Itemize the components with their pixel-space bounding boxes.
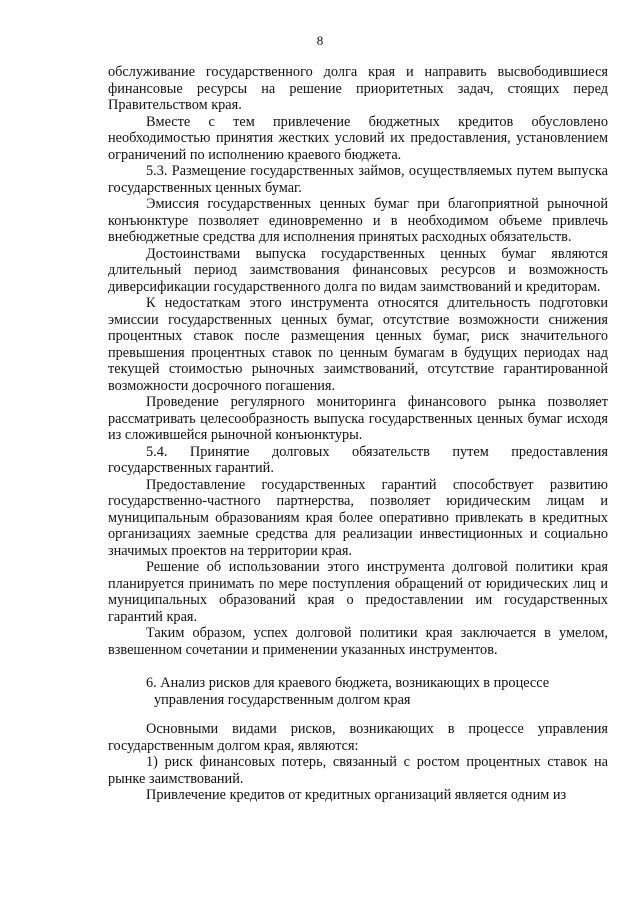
section-heading-line1: 6. Анализ рисков для краевого бюджета, возникающих в процессе xyxy=(146,675,550,691)
subsection-5-4: 5.4. Принятие долговых обязательств путем предоставления государственных гарантий. xyxy=(108,443,608,476)
paragraph: Привлечение кредитов от кредитных организаций является одним из xyxy=(146,787,567,803)
document-body xyxy=(108,64,608,804)
paragraph: Проведение регулярного мониторинга финансового рынка позволяет рассматривать целесообразность выпуска государственных ценных бумаг исходя из сложившейся рыночной конъюнктуры. xyxy=(108,394,608,443)
paragraph: Таким образом, успех долговой политики края заключается в умелом, взвешенном сочетании и применении указанных инструментов. xyxy=(108,625,608,658)
paragraph: обслуживание государственного долга края и направить высвободившиеся финансовые ресурсы на решение приоритетных задач, стоящих перед Правительством края. xyxy=(108,64,608,113)
paragraph: Основными видами рисков, возникающих в процессе управления государственным долгом края, являются: xyxy=(108,721,608,754)
paragraph: Достоинствами выпуска государственных ценных бумаг являются длительный период заимствования финансовых ресурсов и возможность диверсификации государственного долга по видам заимствований и кредиторам. xyxy=(108,245,608,295)
section-6-heading xyxy=(108,675,608,708)
paragraph: Вместе с тем привлечение бюджетных кредитов обусловлено необходимостью принятия жестких условий их предоставления, установлением ограничений по исполнению краевого бюджета. xyxy=(108,113,608,163)
paragraph: Эмиссия государственных ценных бумаг при благоприятной рыночной конъюнктуре позволяет единовременно и в необходимом объеме привлечь внебюджетные средства для исполнения принятых расходных обязательств. xyxy=(108,196,608,245)
paragraph: К недостаткам этого инструмента относятся длительность подготовки эмиссии государственных ценных бумаг, отсутствие возможности снижения процентных ставок после размещения ценных бумаг, риск значительного превышения процентных ставок по ценным бумагам в будущих периодах над текущей стоимостью рыночных заимствований, отсутствие гарантированной возможности досрочного погашения. xyxy=(108,295,608,394)
risk-item-1: 1) риск финансовых потерь, связанный с ростом процентных ставок на рынке заимствований. xyxy=(108,754,608,787)
section-heading-line2: управления государственным долгом края xyxy=(154,691,411,708)
subsection-5-3: 5.3. Размещение государственных займов, осуществляемых путем выпуска государственных ценных бумаг. xyxy=(108,163,608,196)
page-number: 8 xyxy=(316,33,324,48)
paragraph: Решение об использовании этого инструмента долговой политики края планируется принимать по мере поступления обращений от юридических лиц и муниципальных образований края о предоставлении им государственных гарантий края. xyxy=(108,559,608,625)
paragraph: Предоставление государственных гарантий способствует развитию государственно-частного партнерства, позволяет юридическим лицам и муниципальным образованиям края более оперативно привлекать в кредитных организациях заемные средства для реализации инвестиционных и социально значимых проектов на территории края. xyxy=(108,476,608,559)
